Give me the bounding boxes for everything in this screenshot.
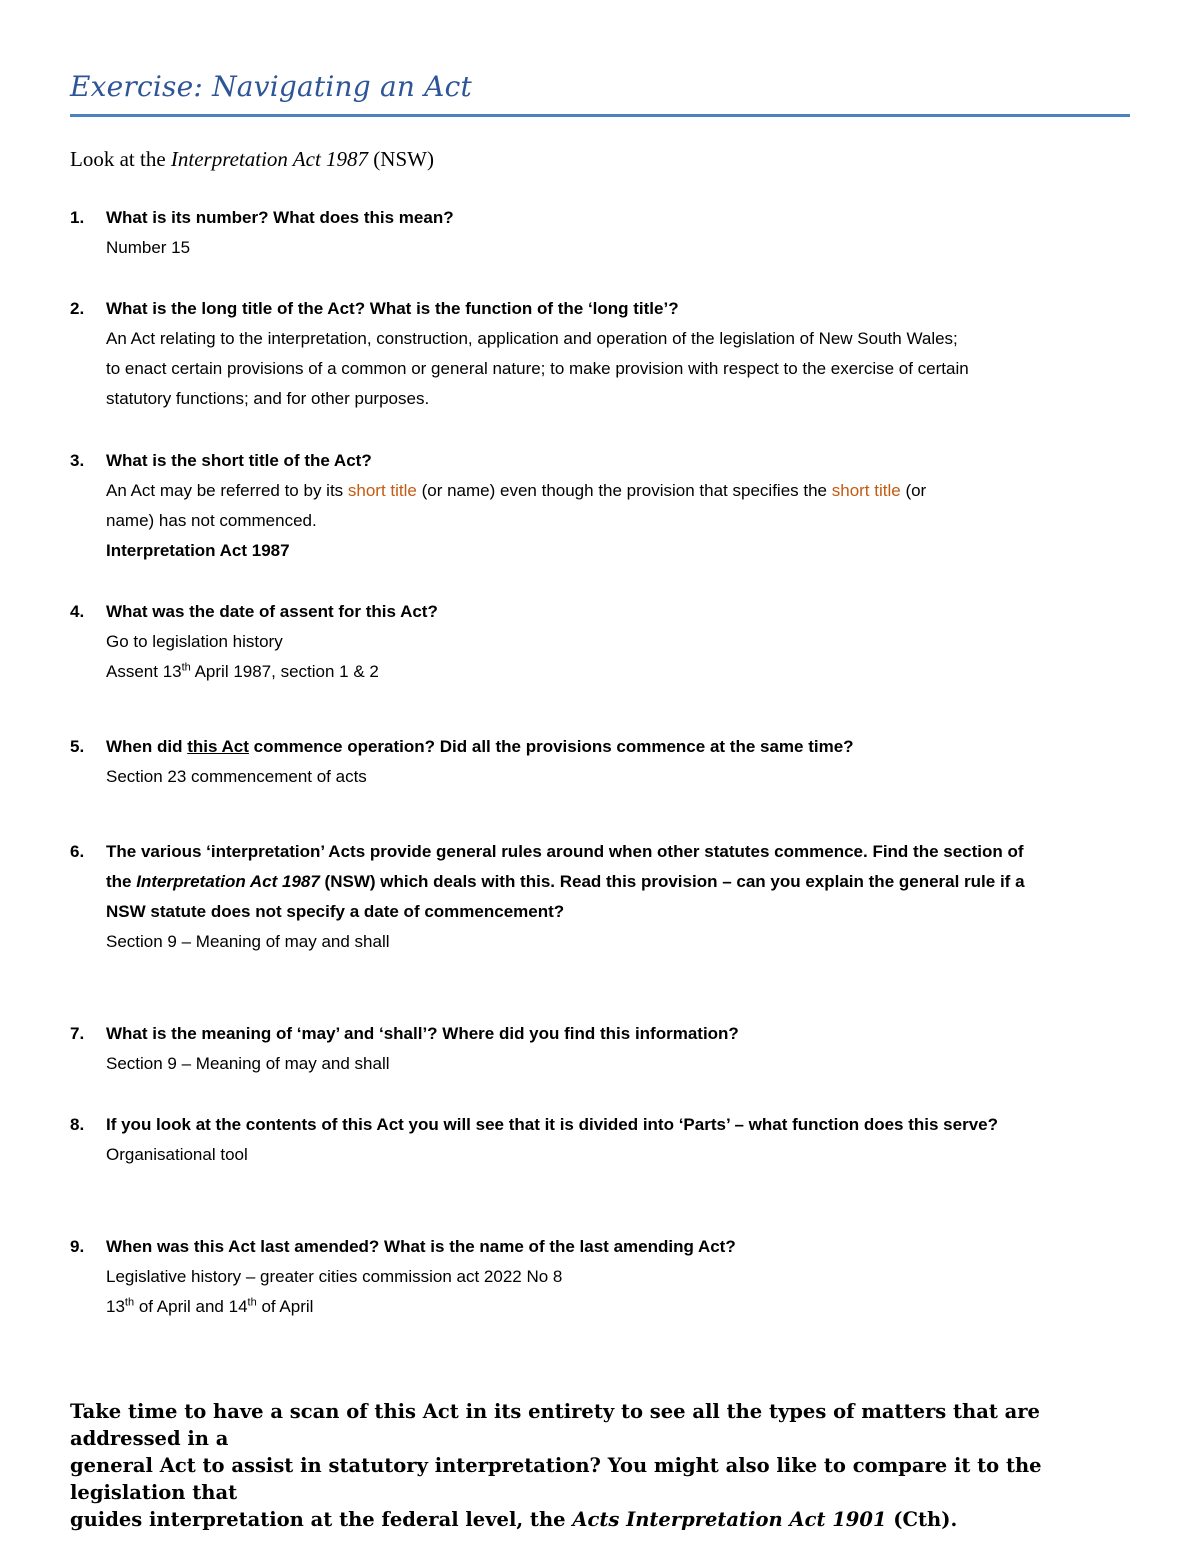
question-6 — [70, 837, 1130, 957]
question-8 — [70, 1110, 1130, 1170]
question-1 — [70, 203, 1130, 263]
question-segment: When did — [106, 737, 188, 756]
question-text: If you look at the contents of this Act you will see that it is divided into ‘Parts’ – what function does this serve? — [106, 1115, 999, 1134]
question-number: 7. — [70, 1024, 85, 1043]
answer-segment: (or — [900, 481, 927, 500]
page-title: Exercise: Navigating an Act — [70, 70, 472, 103]
answer-text: Section 23 commencement of acts — [106, 767, 367, 786]
intro-prefix: Look at the — [70, 147, 171, 171]
question-number: 6. — [70, 842, 85, 861]
answer-bold: Interpretation Act 1987 — [106, 541, 290, 560]
answer-text: Organisational tool — [106, 1145, 248, 1164]
question-segment: the — [106, 872, 137, 891]
answer-text: name) has not commenced. — [106, 511, 317, 530]
question-5 — [70, 732, 1130, 792]
intro-suffix: (NSW) — [368, 147, 434, 171]
answer-segment: 13 — [106, 1297, 125, 1316]
question-number: 5. — [70, 737, 85, 756]
answer-text: Go to legislation history — [106, 632, 283, 651]
question-text: The various ‘interpretation’ Acts provide general rules around when other statutes commence. Find the section of — [106, 842, 1024, 861]
underlined-text: this Act — [187, 737, 249, 756]
question-9 — [70, 1232, 1130, 1322]
answer-text: Section 9 – Meaning of may and shall — [106, 932, 390, 951]
answer-text: to enact certain provisions of a common or general nature; to make provision with respect to the exercise of certain — [106, 359, 969, 378]
question-number: 1. — [70, 208, 85, 227]
question-text — [106, 732, 1130, 762]
question-text: What is the long title of the Act? What is the function of the ‘long title’? — [106, 299, 679, 318]
answer-segment: April 1987, section 1 & 2 — [190, 662, 379, 681]
intro-line — [70, 147, 434, 172]
question-number: 2. — [70, 299, 85, 318]
closing-paragraph — [70, 1398, 1130, 1533]
closing-segment: guides interpretation at the federal level, the — [70, 1508, 573, 1531]
intro-act-name: Interpretation Act 1987 — [170, 147, 369, 171]
question-2 — [70, 294, 1130, 414]
question-3 — [70, 446, 1130, 566]
answer-segment: of April — [256, 1297, 314, 1316]
answer-text: statutory functions; and for other purposes. — [106, 389, 430, 408]
question-text — [106, 867, 1130, 897]
answer-text — [106, 476, 1130, 506]
closing-line: general Act to assist in statutory interpretation? You might also like to compare it to the legislation that — [70, 1454, 1042, 1504]
question-segment: (NSW) which deals with this. Read this provision – can you explain the general rule if a — [319, 872, 1025, 891]
italic-act-name: Acts Interpretation Act 1901 — [572, 1508, 887, 1531]
italic-act-name: Interpretation Act 1987 — [136, 872, 320, 891]
highlight-short-title: short title — [347, 481, 417, 500]
question-number: 9. — [70, 1237, 85, 1256]
question-number: 8. — [70, 1115, 85, 1134]
highlight-short-title: short title — [831, 481, 901, 500]
question-text: What is its number? What does this mean? — [106, 208, 454, 227]
answer-text: An Act relating to the interpretation, construction, application and operation of the legislation of New South Wales; — [106, 329, 958, 348]
question-7 — [70, 1019, 1130, 1079]
answer-segment: An Act may be referred to by its — [106, 481, 348, 500]
closing-segment: (Cth). — [886, 1508, 958, 1531]
superscript: th — [247, 1296, 257, 1309]
question-number: 4. — [70, 602, 85, 621]
answer-segment: (or name) even though the provision that specifies the — [416, 481, 832, 500]
answer-text: Section 9 – Meaning of may and shall — [106, 1054, 390, 1073]
superscript: th — [124, 1296, 135, 1309]
answer-text — [106, 536, 1130, 566]
question-text: When was this Act last amended? What is the name of the last amending Act? — [106, 1237, 736, 1256]
closing-line: Take time to have a scan of this Act in its entirety to see all the types of matters that are addressed in a — [70, 1400, 1040, 1450]
question-4 — [70, 597, 1130, 687]
question-segment: commence operation? Did all the provisions commence at the same time? — [248, 737, 854, 756]
answer-segment: of April and 14 — [134, 1297, 248, 1316]
answer-text — [106, 1292, 1130, 1322]
closing-line — [70, 1506, 1130, 1533]
question-text: What was the date of assent for this Act? — [106, 602, 438, 621]
answer-text — [106, 657, 1130, 687]
superscript: th — [181, 661, 191, 674]
question-text: What is the short title of the Act? — [106, 451, 372, 470]
answer-text: Number 15 — [106, 238, 191, 257]
question-text: What is the meaning of ‘may’ and ‘shall’? Where did you find this information? — [106, 1024, 739, 1043]
title-underline — [70, 114, 1130, 117]
question-number: 3. — [70, 451, 85, 470]
answer-text: Legislative history – greater cities commission act 2022 No 8 — [106, 1267, 563, 1286]
question-text: NSW statute does not specify a date of commencement? — [106, 902, 565, 921]
answer-segment: Assent 13 — [106, 662, 182, 681]
